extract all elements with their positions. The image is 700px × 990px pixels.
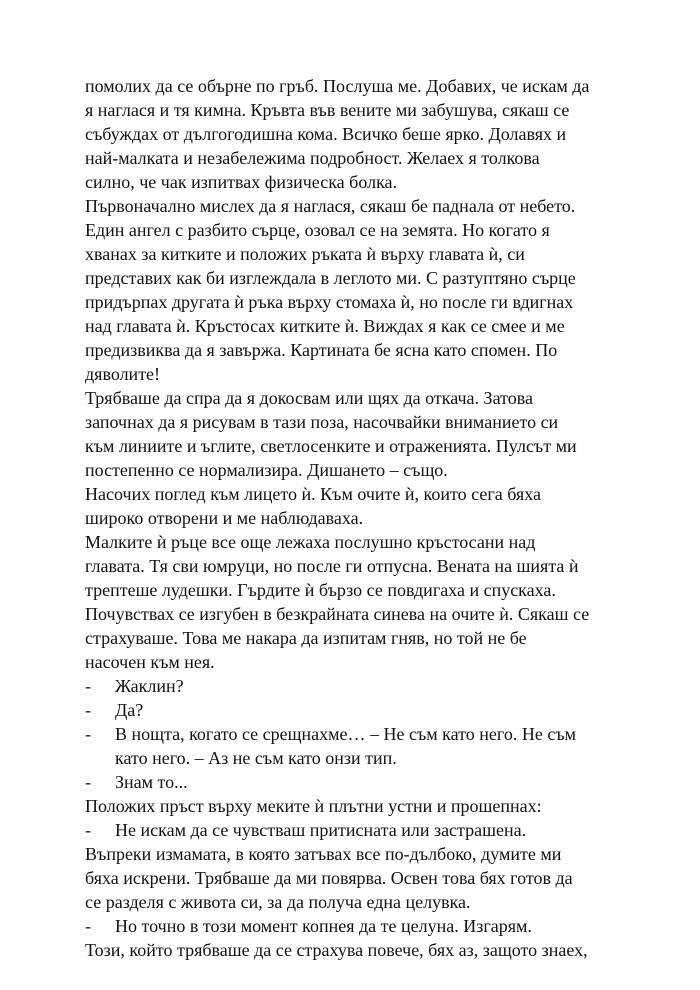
text-line xyxy=(85,578,625,602)
text-line xyxy=(85,290,625,314)
dash-marker: - xyxy=(85,916,91,936)
document-page xyxy=(85,74,625,962)
line-text: Въпреки измамата, в която затъвах все по-дълбоко, думите ми xyxy=(85,844,562,864)
line-text: страхуваше. Това ме накара да изпитам гняв, но той не бе xyxy=(85,628,527,648)
line-text: Този, който трябваше да се страхува повече, бях аз, защото знаех, xyxy=(85,940,588,960)
text-line xyxy=(85,794,625,818)
dialogue-line xyxy=(85,722,625,746)
text-line xyxy=(85,242,625,266)
line-text: я наглася и тя кимна. Кръвта във вените ми забушува, сякаш се xyxy=(85,100,570,120)
line-text: Знам то... xyxy=(115,772,188,792)
line-text: насочен към нея. xyxy=(85,652,215,672)
line-text: хванах за китките и положих ръката ѝ върху главата ѝ, си xyxy=(85,244,525,264)
text-line xyxy=(85,842,625,866)
text-line xyxy=(85,938,625,962)
text-line xyxy=(85,530,625,554)
text-line xyxy=(85,122,625,146)
text-line xyxy=(85,866,625,890)
text-line xyxy=(85,650,625,674)
line-text: придърпах другата ѝ ръка върху стомаха ѝ, но после ги вдигнах xyxy=(85,292,574,312)
dash-marker: - xyxy=(85,820,91,840)
line-text: трептеше лудешки. Гърдите ѝ бързо се повдигаха и спускаха. xyxy=(85,580,556,600)
line-text: Не искам да се чувстваш притисната или застрашена. xyxy=(115,820,527,840)
line-text: Малките ѝ ръце все още лежаха послушно кръстосани над xyxy=(85,532,536,552)
line-text: бяха искрени. Трябваше да ми повярва. Освен това бях готов да xyxy=(85,868,573,888)
text-line xyxy=(85,314,625,338)
dialogue-line xyxy=(85,674,625,698)
line-text: Насочих поглед към лицето ѝ. Към очите ѝ, които сега бяха xyxy=(85,484,541,504)
line-text: Почувствах се изгубен в безкрайната синева на очите ѝ. Сякаш се xyxy=(85,604,590,624)
dialogue-line xyxy=(85,818,625,842)
line-text: към линиите и ъглите, светлосенките и отраженията. Пулсът ми xyxy=(85,436,577,456)
line-text: Но точно в този момент копнея да те целуна. Изгарям. xyxy=(115,916,532,936)
line-text: предизвиква да я завържа. Картината бе ясна като спомен. По xyxy=(85,340,558,360)
text-line xyxy=(85,602,625,626)
text-line xyxy=(85,554,625,578)
line-text: постепенно се нормализира. Дишането – също. xyxy=(85,460,448,480)
line-text: се разделя с живота си, за да получа една целувка. xyxy=(85,892,471,912)
text-line xyxy=(85,338,625,362)
text-line xyxy=(85,434,625,458)
text-line xyxy=(85,746,625,770)
text-line xyxy=(85,266,625,290)
line-text: започнах да я рисувам в тази поза, насочвайки вниманието си xyxy=(85,412,559,432)
line-text: Жаклин? xyxy=(115,676,184,696)
line-text: дяволите! xyxy=(85,364,161,384)
line-text: В нощта, когато се срещнахме… – Не съм като него. Не съм xyxy=(115,724,577,744)
line-text: като него. – Аз не съм като онзи тип. xyxy=(115,748,397,768)
text-line xyxy=(85,482,625,506)
text-line xyxy=(85,626,625,650)
line-text: силно, че чак изпитвах физическа болка. xyxy=(85,172,398,192)
dash-marker: - xyxy=(85,676,91,696)
dash-marker: - xyxy=(85,700,91,720)
dash-marker: - xyxy=(85,724,91,744)
line-text: Първоначално мислех да я наглася, сякаш бе паднала от небето. xyxy=(85,196,576,216)
text-line xyxy=(85,170,625,194)
dialogue-line xyxy=(85,914,625,938)
text-line xyxy=(85,890,625,914)
dialogue-line xyxy=(85,698,625,722)
text-line xyxy=(85,98,625,122)
text-line xyxy=(85,362,625,386)
line-text: Положих пръст върху меките ѝ плътни устни и прошепнах: xyxy=(85,796,542,816)
line-text: Един ангел с разбито сърце, озовал се на земята. Но когато я xyxy=(85,220,550,240)
line-text: над главата ѝ. Кръстосах китките ѝ. Виждах я как се смее и ме xyxy=(85,316,565,336)
text-line xyxy=(85,410,625,434)
line-text: събуждах от дългогодишна кома. Всичко беше ярко. Долавях и xyxy=(85,124,567,144)
line-text: помолих да се обърне по гръб. Послуша ме. Добавих, че искам да xyxy=(85,76,590,96)
text-line xyxy=(85,74,625,98)
dialogue-line xyxy=(85,770,625,794)
text-line xyxy=(85,386,625,410)
text-line xyxy=(85,506,625,530)
line-text: Да? xyxy=(115,700,144,720)
text-line xyxy=(85,218,625,242)
line-text: главата. Тя сви юмруци, но после ги отпусна. Вената на шията ѝ xyxy=(85,556,579,576)
text-line xyxy=(85,194,625,218)
line-text: Трябваше да спра да я докосвам или щях да откача. Затова xyxy=(85,388,533,408)
text-line xyxy=(85,458,625,482)
line-text: най-малката и незабележима подробност. Желаех я толкова xyxy=(85,148,540,168)
dash-marker: - xyxy=(85,772,91,792)
text-line xyxy=(85,146,625,170)
line-text: широко отворени и ме наблюдаваха. xyxy=(85,508,364,528)
line-text: представих как би изглеждала в леглото ми. С разтуптяно сърце xyxy=(85,268,576,288)
